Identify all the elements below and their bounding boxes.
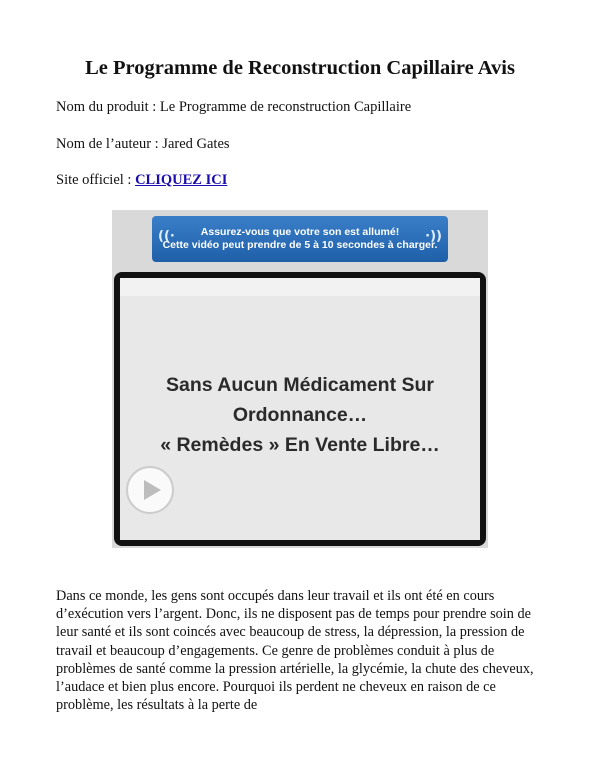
video-caption [120,370,480,460]
page-title: Le Programme de Reconstruction Capillaire Avis [85,57,515,79]
banner-line-1: Assurez-vous que votre son est allumé! [200,226,400,238]
product-name-line: Nom du produit : Le Programme de reconstruction Capillaire [56,99,412,115]
author-line: Nom de l’auteur : Jared Gates [56,136,230,152]
play-icon [142,479,162,501]
banner-line-2: Cette vidéo peut prendre de 5 à 10 secondes à charger. [162,239,438,251]
official-site-link[interactable]: CLIQUEZ ICI [135,172,228,188]
video-caption-line-2: Ordonnance… [232,404,368,426]
sound-banner [152,216,448,262]
body-paragraph: Dans ce monde, les gens sont occupés dans leur travail et ils ont été en cours d’exécution vers l’argent. Donc, ils ne disposent pas de temps pour prendre soin de leur santé et ils sont coincés avec beaucoup de stress, la dépression, la pression de travail et beaucoup d’engagements. Ce genre de problèmes conduit à plus de problèmes de santé comme la pression artérielle, la glycémie, la chute des cheveux, l’audace et bien plus encore. Pourquoi ils perdent ne cheveux en raison de ce problème, les résultats à la perte de [56,588,534,714]
play-button[interactable] [126,466,174,514]
video-top-bar [120,278,480,296]
video-screen[interactable] [114,272,486,546]
video-caption-line-3: « Remèdes » En Vente Libre… [160,434,440,456]
sound-wave-icon: ((· [158,229,175,244]
video-frame [120,296,480,540]
official-site-line [56,172,227,189]
official-site-label: Site officiel : [56,172,136,188]
video-player[interactable] [112,210,488,548]
video-caption-line-1: Sans Aucun Médicament Sur [165,374,434,396]
sound-wave-icon: ·)) [425,229,442,244]
